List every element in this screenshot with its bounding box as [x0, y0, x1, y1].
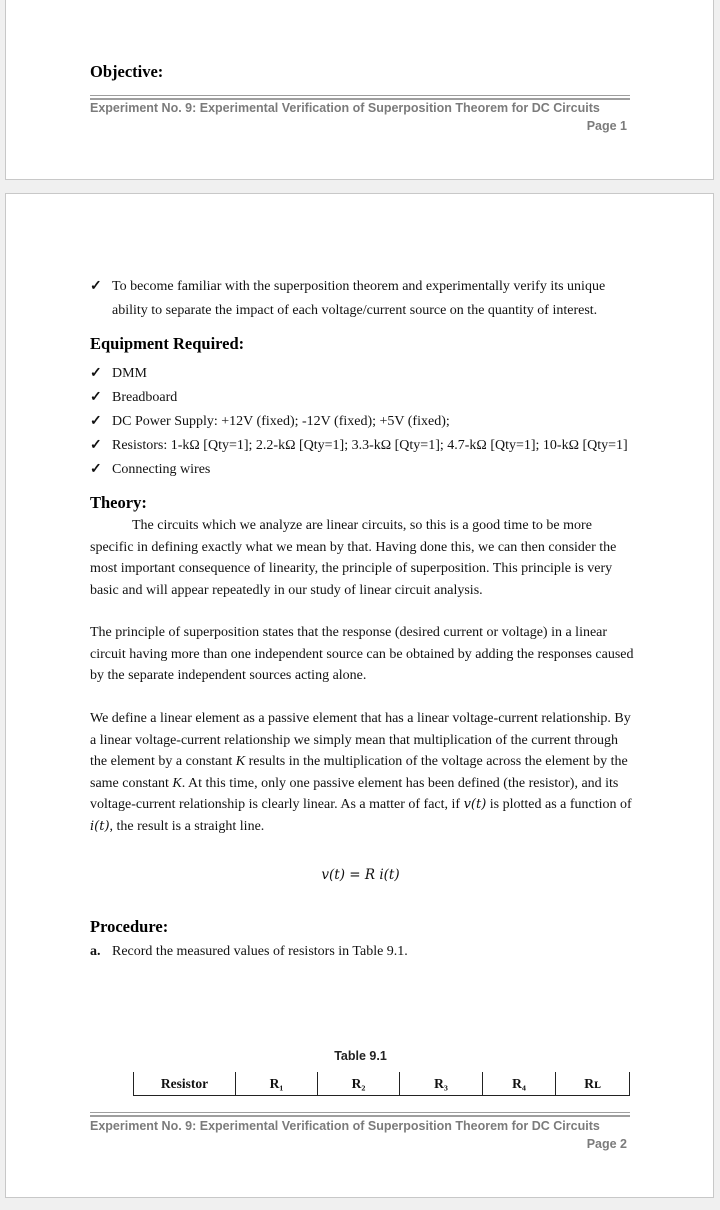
theory-paragraph-3: We define a linear element as a passive element that has a linear voltage-current relationship. By a linear voltage-current relationship we simply mean that multiplication of the current through the element by a constant K results in the multiplication of the voltage across the element by the same constant K. At this time, only one passive element has been defined (the resistor), and its voltage-current relationship is clearly linear. As a matter of fact, if v(t) is plotted as a function of i(t), the result is a straight line. [90, 711, 632, 834]
checkmark-icon: ✓ [90, 279, 102, 294]
checkmark-icon: ✓ [90, 366, 102, 381]
table-header-cell: Resistor [134, 1072, 236, 1096]
checkmark-icon: ✓ [90, 414, 102, 429]
footer-title: Experiment No. 9: Experimental Verification of Superposition Theorem for DC Circuits [90, 101, 600, 115]
objective-heading: Objective: [90, 62, 164, 81]
page-2 [5, 193, 714, 1198]
footer-rule [90, 95, 630, 100]
table-header-cell: R₄ [483, 1072, 556, 1096]
table-caption: Table 9.1 [334, 1049, 387, 1063]
equipment-item: Resistors: 1-kΩ [Qty=1]; 2.2-kΩ [Qty=1]; 3.3-kΩ [Qty=1]; 4.7-kΩ [Qty=1]; 10-kΩ [Qty=1] [112, 438, 628, 453]
procedure-step-text: Record the measured values of resistors in Table 9.1. [112, 944, 408, 959]
checkmark-icon: ✓ [90, 390, 102, 405]
equipment-item: DMM [112, 366, 148, 381]
equipment-item: Connecting wires [112, 462, 211, 477]
objective-line-1: To become familiar with the superposition theorem and experimentally verify its unique [112, 279, 606, 294]
checkmark-icon: ✓ [90, 438, 102, 453]
table-header-cell: R₃ [400, 1072, 483, 1096]
theory-paragraph-2: The principle of superposition states that the response (desired current or voltage) in a linear circuit having more than one independent source can be obtained by adding the responses caused by the separate independent sources acting alone. [90, 625, 634, 683]
table-header-cell: Rʟ [556, 1072, 630, 1096]
footer-title: Experiment No. 9: Experimental Verification of Superposition Theorem for DC Circuits [90, 1119, 600, 1133]
checkmark-icon: ✓ [90, 462, 102, 477]
footer-rule [90, 1112, 630, 1117]
equipment-item: Breadboard [112, 390, 178, 405]
objective-line-2: ability to separate the impact of each voltage/current source on the quantity of interest. [112, 303, 598, 318]
table-header-cell: R₁ [236, 1072, 318, 1096]
theory-paragraph-1: The circuits which we analyze are linear circuits, so this is a good time to be more specific in defining exactly what we mean by that. Having done this, we can then consider the most important consequence of linearity, the principle of superposition. This principle is very basic and will appear repeatedly in our study of linear circuit analysis. [90, 518, 617, 598]
table-header-cell: R₂ [318, 1072, 400, 1096]
equipment-heading: Equipment Required: [90, 334, 245, 353]
resistor-table [133, 1072, 630, 1096]
table-header-row [134, 1072, 630, 1096]
theory-heading: Theory: [90, 493, 147, 512]
procedure-heading: Procedure: [90, 917, 169, 936]
footer-page-number: Page 1 [586, 119, 627, 133]
ohms-law-equation: v(t) = R i(t) [321, 867, 400, 883]
equipment-item: DC Power Supply: +12V (fixed); -12V (fixed); +5V (fixed); [112, 414, 450, 429]
page-1 [5, 0, 714, 180]
footer-page-number: Page 2 [586, 1137, 627, 1151]
procedure-step-label: a. [90, 944, 101, 959]
